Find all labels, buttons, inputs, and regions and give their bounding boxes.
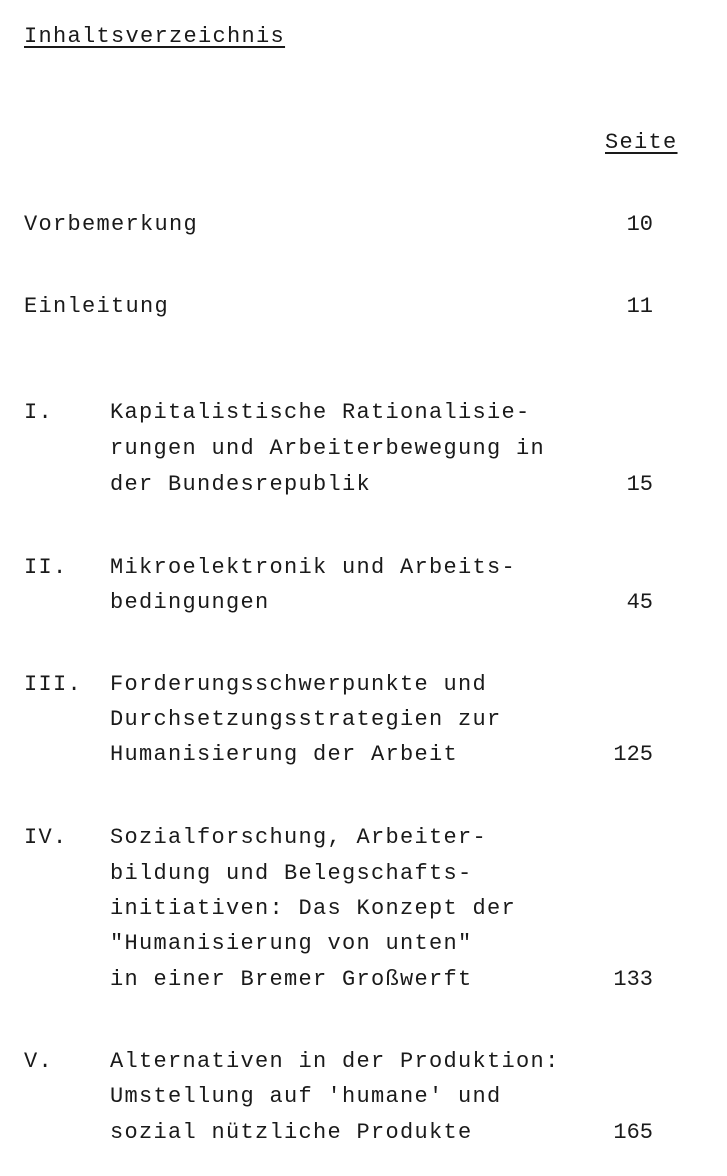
chapter-title-line: rungen und Arbeiterbewegung in [110, 436, 546, 461]
chapter-page: 165 [613, 1120, 653, 1145]
entry-page: 10 [626, 212, 653, 237]
chapter-title-line: initiativen: Das Konzept der [110, 896, 517, 921]
chapter-title-line: Mikroelektronik und Arbeits- [110, 555, 517, 580]
entry-label: Einleitung [24, 294, 170, 319]
chapter-number: V. [24, 1049, 54, 1074]
chapter-title-line: bildung und Belegschafts- [110, 861, 473, 886]
chapter-title-line: Forderungsschwerpunkte und [110, 672, 488, 697]
chapter-number: IV. [24, 825, 68, 850]
entry-label: Vorbemerkung [24, 212, 199, 237]
chapter-title-line: bedingungen [110, 590, 270, 615]
chapter-page: 125 [613, 742, 653, 767]
chapter-title-line: Sozialforschung, Arbeiter- [110, 825, 488, 850]
chapter-title-line: der Bundesrepublik [110, 472, 372, 497]
page-column-header: Seite [605, 130, 678, 155]
toc-title: Inhaltsverzeichnis [24, 24, 286, 49]
chapter-title-line: in einer Bremer Großwerft [110, 967, 473, 992]
chapter-number: III. [24, 672, 83, 697]
entry-page: 11 [626, 294, 653, 319]
chapter-page: 133 [613, 967, 653, 992]
chapter-number: I. [24, 400, 54, 425]
chapter-title-line: Durchsetzungsstrategien zur [110, 707, 502, 732]
chapter-title-line: Alternativen in der Produktion: [110, 1049, 560, 1074]
chapter-title-line: Humanisierung der Arbeit [110, 742, 459, 767]
chapter-title-line: "Humanisierung von unten" [110, 931, 473, 956]
chapter-page: 45 [626, 590, 653, 615]
chapter-title-line: Umstellung auf 'humane' und [110, 1084, 502, 1109]
chapter-page: 15 [626, 472, 653, 497]
chapter-number: II. [24, 555, 68, 580]
chapter-title-line: Kapitalistische Rationalisie- [110, 400, 531, 425]
chapter-title-line: sozial nützliche Produkte [110, 1120, 473, 1145]
